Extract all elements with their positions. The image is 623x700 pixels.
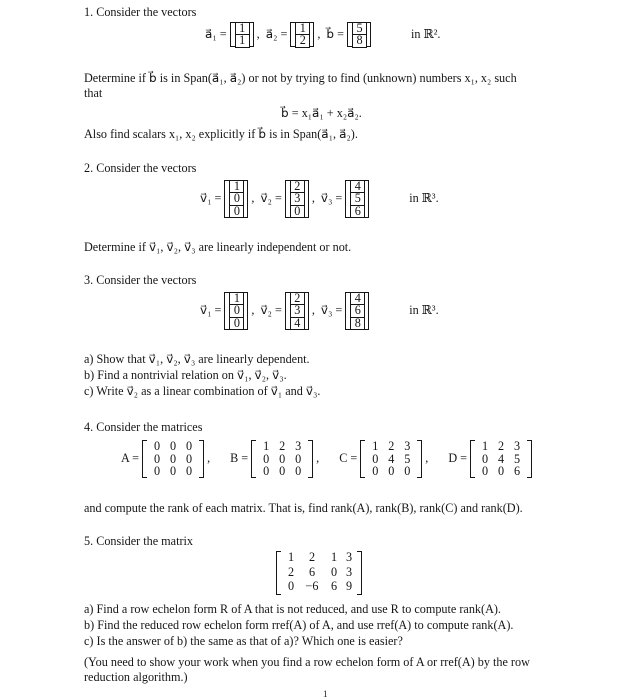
v2-label: v⃗₂ =	[260, 191, 282, 206]
v2-vector	[285, 292, 309, 330]
matrix-d-entry: 2	[498, 439, 505, 453]
v2-vector	[285, 180, 309, 218]
matrix-entry: 6	[308, 564, 316, 579]
a1-vector	[230, 22, 254, 47]
a2-entry-2: 2	[295, 34, 310, 48]
matrix-d-entry: 4	[498, 451, 505, 466]
problem-1-equation: b⃗ = x₁a⃗₁ + x₂a⃗₂.	[281, 106, 362, 120]
v1-label: v⃗₁ =	[200, 191, 222, 206]
r3-space: in ℝ³.	[409, 303, 439, 318]
matrix-a-entry: 0	[170, 464, 177, 478]
matrix-c-entry: 5	[404, 451, 411, 466]
matrix-d-entry: 6	[514, 464, 521, 478]
a2-label: a⃗₂ =	[265, 27, 288, 41]
a1-entry-1: 1	[235, 22, 250, 36]
problem-1-vectors: a⃗₁ = 1 1 , a⃗₂ = 1 2 , b⃗ = 5 8 in ℝ².	[205, 20, 441, 47]
matrix-c-entry: 3	[404, 439, 411, 453]
v3-entry-2: 5	[350, 192, 365, 206]
v1-entry-2: 0	[229, 192, 244, 206]
page-number: 1	[323, 689, 328, 699]
v3-entry-2: 6	[350, 304, 365, 318]
matrix-b-entry: 0	[279, 464, 286, 478]
matrix-entry: 2	[308, 550, 316, 564]
v3-vector	[345, 180, 369, 218]
matrix-b-entry: 0	[279, 451, 286, 466]
v3-entry-1: 4	[350, 292, 365, 306]
b-vector	[347, 22, 371, 47]
v1-entry-1: 1	[229, 180, 244, 194]
matrix-d	[470, 440, 532, 478]
v3-label: v⃗₃ =	[320, 303, 343, 318]
matrix-a-entry: 0	[154, 464, 161, 478]
problem-2-text-1: Determine if v⃗₁, v⃗₂, v⃗₃ are linearly independent or not.	[84, 240, 352, 254]
matrix-b-entry: 0	[263, 451, 270, 466]
problem-5-heading: 5. Consider the matrix	[84, 534, 193, 548]
b-label: b⃗ =	[326, 27, 345, 41]
matrix-entry: 1	[287, 550, 295, 564]
problem-5-part-c: c) Is the answer of b) the same as that of a)? Which one is easier?	[84, 634, 403, 648]
matrix-b-entry: 1	[263, 439, 270, 453]
matrix-d-entry: 3	[514, 439, 521, 453]
problem-1-text-1: Determine if b⃗ is in Span(a⃗₁, a⃗₂) or not by trying to find (unknown) numbers x₁, x₂ such	[84, 71, 517, 85]
matrix-entry: 3	[345, 564, 353, 579]
matrix-entry: −6	[305, 579, 319, 593]
matrix-c-entry: 1	[372, 439, 379, 453]
matrix-entry: 1	[330, 550, 338, 564]
v1-vector	[224, 292, 248, 330]
a1-entry-2: 1	[235, 34, 250, 48]
v3-vector	[345, 292, 369, 330]
matrix-a-entry: 0	[170, 451, 177, 466]
matrix-b	[251, 440, 313, 478]
v2-label: v⃗₂ =	[260, 303, 282, 318]
matrix-a	[276, 551, 362, 595]
v3-entry-3: 8	[350, 317, 365, 331]
problem-3-part-c: c) Write v⃗₂ as a linear combination of v⃗₁ and v⃗₃.	[84, 384, 321, 398]
problem-3-part-a: a) Show that v⃗₁, v⃗₂, v⃗₃ are linearly dependent.	[84, 352, 310, 366]
matrix-a-entry: 0	[154, 439, 161, 453]
matrix-a-entry: 0	[186, 439, 193, 453]
matrix-b-entry: 2	[279, 439, 286, 453]
matrix-b-entry: 0	[263, 464, 270, 478]
problem-5-matrix	[276, 551, 362, 595]
v2-entry-3: 4	[290, 317, 305, 331]
v2-entry-3: 0	[290, 205, 305, 219]
problem-5-note-1: (You need to show your work when you find a row echelon form of A or rref(A) by the row	[84, 655, 530, 669]
matrix-a-entry: 0	[154, 451, 161, 466]
v1-entry-1: 1	[229, 292, 244, 306]
v1-entry-2: 0	[229, 304, 244, 318]
problem-3-part-b: b) Find a nontrivial relation on v⃗₁, v⃗₂, v⃗₃.	[84, 368, 287, 382]
v3-label: v⃗₃ =	[320, 191, 343, 206]
problem-4-heading: 4. Consider the matrices	[84, 420, 203, 434]
v2-entry-2: 3	[290, 192, 305, 206]
matrix-b-entry: 3	[295, 439, 302, 453]
problem-5-part-a: a) Find a row echelon form R of A that is not reduced, and use R to compute rank(A).	[84, 602, 501, 616]
v1-label: v⃗₁ =	[200, 303, 222, 318]
r3-space: in ℝ³.	[409, 191, 439, 206]
problem-2-vectors: v⃗₁ = 1 0 0 , v⃗₂ = 2 3 0 , v⃗₃ = 4 5 6 in ℝ³.	[200, 178, 439, 218]
problem-1-text-2: that	[84, 86, 103, 100]
problem-2-heading: 2. Consider the vectors	[84, 161, 197, 175]
problem-5-part-b: b) Find the reduced row echelon form rref(A) of A, and use rref(A) to compute rank(A).	[84, 618, 514, 632]
matrix-d-label: D =	[448, 451, 468, 466]
matrix-a-entry: 0	[170, 439, 177, 453]
matrix-b-entry: 0	[295, 451, 302, 466]
v3-entry-3: 6	[350, 205, 365, 219]
matrix-entry: 0	[330, 564, 338, 579]
b-entry-1: 5	[352, 22, 367, 36]
problem-5-note-2: reduction algorithm.)	[84, 670, 188, 684]
matrix-b-label: B =	[230, 451, 249, 466]
matrix-c-entry: 0	[372, 464, 379, 478]
v2-entry-2: 3	[290, 304, 305, 318]
v1-entry-3: 0	[229, 205, 244, 219]
problem-3-heading: 3. Consider the vectors	[84, 273, 197, 287]
matrix-c-entry: 0	[388, 464, 395, 478]
problem-3-vectors: v⃗₁ = 1 0 0 , v⃗₂ = 2 3 4 , v⃗₃ = 4 6 8 in ℝ³.	[200, 290, 439, 330]
r2-space: in ℝ².	[411, 27, 441, 41]
matrix-entry: 2	[287, 564, 295, 579]
a1-label: a⃗₁ =	[205, 27, 227, 41]
matrix-a-entry: 0	[186, 451, 193, 466]
problem-4-matrices: A = 0 0 0 0 0 0 0 0 0 , B = 1 2 3 0 0 0 0 0 0 , C = 1 2 3 0 4 5 0 0 0 , D = 1 2 3 0 4 5 0 0 6	[121, 440, 532, 478]
a2-entry-1: 1	[295, 22, 310, 36]
v2-entry-1: 2	[290, 292, 305, 306]
matrix-a	[142, 440, 204, 478]
problem-1-heading: 1. Consider the vectors	[84, 5, 197, 19]
v1-entry-3: 0	[229, 317, 244, 331]
matrix-entry: 9	[345, 579, 353, 593]
matrix-entry: 0	[287, 579, 295, 593]
v3-entry-1: 4	[350, 180, 365, 194]
matrix-c-label: C =	[339, 451, 358, 466]
matrix-d-entry: 0	[498, 464, 505, 478]
v2-entry-1: 2	[290, 180, 305, 194]
matrix-a-label: A =	[121, 451, 140, 466]
problem-1-text-3: Also find scalars x₁, x₂ explicitly if b⃗ is in Span(a⃗₁, a⃗₂).	[84, 127, 358, 141]
matrix-d-entry: 1	[482, 439, 489, 453]
matrix-entry: 3	[345, 550, 353, 564]
b-entry-2: 8	[352, 34, 367, 48]
matrix-c-entry: 0	[404, 464, 411, 478]
matrix-d-entry: 5	[514, 451, 521, 466]
v1-vector	[224, 180, 248, 218]
matrix-c-entry: 2	[388, 439, 395, 453]
matrix-a-entry: 0	[186, 464, 193, 478]
a2-vector	[290, 22, 314, 47]
matrix-c-entry: 4	[388, 451, 395, 466]
problem-4-text-1: and compute the rank of each matrix. That is, find rank(A), rank(B), rank(C) and rank(D).	[84, 501, 523, 515]
matrix-d-entry: 0	[482, 451, 489, 466]
matrix-c-entry: 0	[372, 451, 379, 466]
matrix-entry: 6	[330, 579, 338, 593]
matrix-b-entry: 0	[295, 464, 302, 478]
matrix-c	[360, 440, 422, 478]
matrix-d-entry: 0	[482, 464, 489, 478]
